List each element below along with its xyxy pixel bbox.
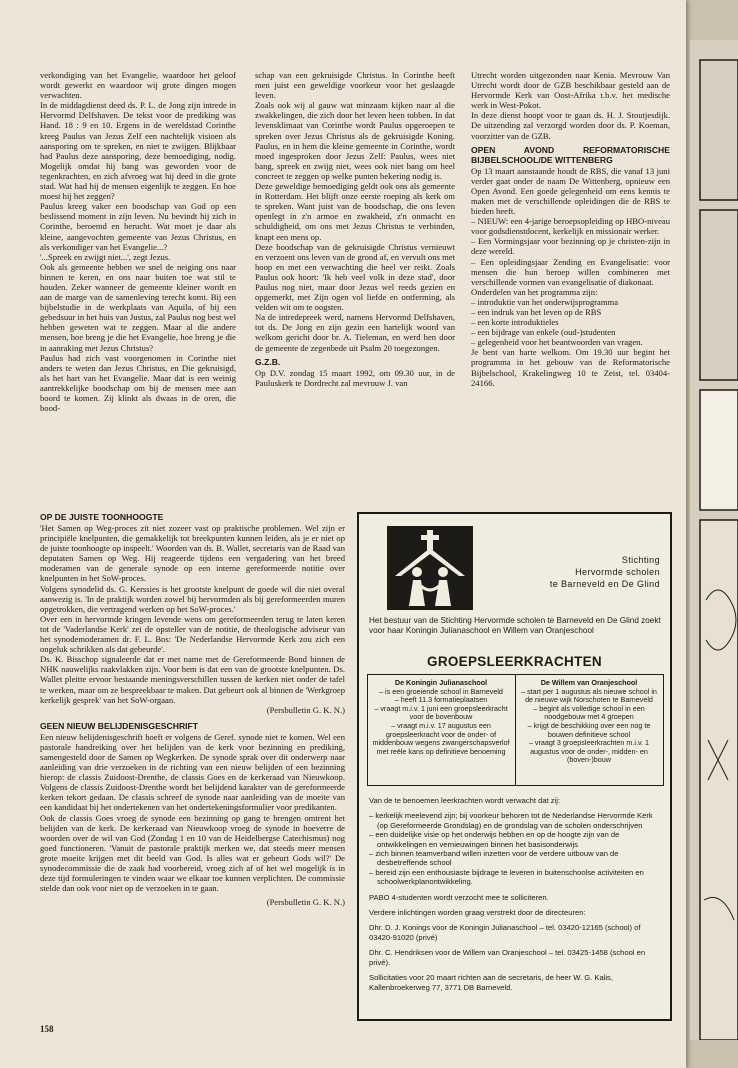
- juliana-line-4: – vraagt m.i.v. 1 juni een groepsleerkracht voor de bovenbouw: [374, 703, 508, 722]
- school-name: [480, 554, 660, 590]
- info-line-1: Verdere inlichtingen worden graag verstrekt door de directeuren:: [369, 908, 586, 918]
- toonhoogte-paragraph-4: Ds. K. Bisschop signaleerde dat er met name met de Gereformeerde Bond binnen de NHK nauwelijks raakvlakken zijn. Voor hem is dat een van de grootste knelpunten. Ds. Wallet pleitte ervoor bestaande meningsverschillen tussen de kerken niet onder de tafel te werken, maar om ze bespreekbaar te maken. Dat gebeurt ook al binnen de 'Werkgroep kerkelijk gesprek' van het SoW-orgaan.: [40, 654, 345, 705]
- info-block: [369, 908, 661, 967]
- pabo-note: PABO 4-studenten wordt verzocht mee te solliciteren.: [369, 892, 549, 902]
- expectation-item-4: – bereid zijn een enthousiaste bijdrage te leveren in buitenschoolse activiteiten en schoolwerkplanontwikkeling.: [369, 867, 644, 887]
- open-avond-paragraph-2: – NIEUW: een 4-jarige beroepsopleiding op HBO-niveau voor godsdienstdocent, kerkelijk en missionair werker.: [471, 216, 670, 237]
- box-divider: [515, 675, 516, 785]
- belijdenis-paragraph-1: Een nieuw belijdenisgeschrift hoeft er volgens de Geref. synode niet te komen. Wel een pastorale handreiking over het belijden van de kerk voor bezinning en prediking, samengesteld door de Samen op Wegkerken. De synode sprak over dit onderwerp naar aanleiding van drie verzoeken in de richting van een nieuw belijden of een bezinning hierop: de classis Zuidoost-Drenthe, de classis Goes en de kerkeraad van Nieuwkoop. Volgens de classis Zuidoost-Drenthe wordt het belijdend karakter van de gereformeerde kerken tekort gedaan. De classis schreef de synode naar aanleiding van de moeite van een kandidaat bij het ondertekenen van het ondertekeningsformulier voor predikanten.: [40, 731, 345, 813]
- oranje-line-5: – vraagt 3 groepsleerkrachten m.i.v. 1 augustus voor de onder-, midden- en (boven-)bouw: [528, 738, 650, 765]
- school-line-2: Hervormde scholen: [575, 567, 660, 577]
- col2-paragraph-3: Deze geweldige bemoediging geldt ook ons als gemeente in Rotterdam. Het blijft onze eerste roeping als kerk om te spreken. Want juist van de boodschap, die ons leven openlegt in z'n armoe en zwakheid, z'n onmacht en schuldigheid, om ons met Jezus Christus te verbinden, knapt een mens op.: [255, 181, 455, 242]
- school-line-1: Stichting: [621, 555, 660, 565]
- open-avond-paragraph-7: – een indruk van het leven op de RBS: [471, 306, 602, 317]
- expect-intro: Van de te benoemen leerkrachten wordt verwacht dat zij:: [369, 796, 561, 805]
- oranjeschool-column: [518, 679, 660, 765]
- juliana-line-1: De Koningin Julianaschool: [394, 678, 488, 687]
- oranje-line-3: – begint als volledige school in een noodgebouw met 4 groepen: [533, 703, 645, 722]
- source-credit-1: (Persbulletin G. K. N.): [266, 704, 345, 715]
- open-avond-paragraph-1: Op 13 maart aanstaande houdt de RBS, die vanaf 13 juni verder gaat onder de naam De Wittenberg, opnieuw een Open Avond. Een goede gelegenheid om eens kennis te maken met de verschillende opleidingen die de RBS te bieden heeft.: [471, 165, 670, 217]
- expectation-item-3: – zich binnen teamverband willen inzetten voor de verdere uitbouw van de desbetreffende school: [369, 849, 619, 868]
- oranje-line-2: – start per 1 augustus als nieuwe school in de nieuwe wijk Norschoten te Barneveld: [521, 686, 657, 705]
- school-comparison-box: [367, 674, 664, 786]
- col3-paragraph-2: In deze dienst hoopt voor te gaan ds. H. J. Stoutjesdijk. De uitzending zal verzorgd worden door ds. P. Koeman, voorzitter van de GZB.: [471, 110, 670, 141]
- oranje-line-1: De Willem van Oranjeschool: [540, 678, 638, 687]
- article-column-2: [255, 70, 455, 495]
- col1-paragraph-5: Ook als gemeente hebben we snel de neiging ons naar binnen te keren, en ons naar buiten toe wat stil te houden. Zeker wanneer de gemeente kleiner wordt en aan de marge van de samenleving terecht komt. Bij een bijbelstudie in de werkplaats van Aquila, of bij een gebedsuur in het huis van Justus, zal Paulus nog best wel hebben geweten wat te zeggen. Maar al die andere mensen, hoe breng je die het Evangelie, hoe breng je die in aanraking met Jezus Christus?: [40, 261, 236, 353]
- church-school-logo-icon: [387, 526, 473, 610]
- open-avond-paragraph-5: Onderdelen van het programma zijn:: [471, 286, 598, 297]
- col3-paragraph-1: Utrecht worden uitgezonden naar Kenia. Mevrouw Van Utrecht wordt door de GZB beschikbaar gesteld aan de Hervormde Kerk van Oost-Afrika t.b.v. het medische werk in West-Pokot.: [471, 70, 670, 111]
- belijdenis-heading: GEEN NIEUW BELIJDENISGESCHRIFT: [40, 720, 199, 731]
- bottom-articles-column: [40, 512, 345, 1022]
- adjacent-page-strip-icon: [690, 40, 738, 1040]
- open-avond-paragraph-9: – een bijdrage van enkele (oud-)studenten: [471, 327, 616, 338]
- ad-intro: Het bestuur van de Stichting Hervormde scholen te Barneveld en De Glind zoekt voor haar Koningin Julianaschool en Willem van Oranjeschool: [369, 616, 661, 635]
- open-avond-paragraph-10: – gelegenheid voor het beantwoorden van vragen.: [471, 337, 643, 348]
- oranje-line-4: – krijgt de beschikking over een nog te bouwen definitieve school: [527, 720, 651, 739]
- juliana-line-5: – vraagt m.i.v. 17 augustus een groepsleerkracht voor de onder- of middenbouw wegens zwangerschapsverlof met reële kans op definitieve benoeming: [372, 720, 510, 756]
- col2-paragraph-4: Deze boodschap van de gekruisigde Christus vernieuwt en verzoent ons leven van de grond af, en vervult ons met hoop en met een verwachting die heel ver reikt. Zoals Paulus ook hoort: 'Ik heb veel volk in deze stad', door Paulus nog niet, maar door Jezus wel reeds gezien en opgemerkt, met Zijn ogen vol liefde en ontferming, als velden wit om te oogsten.: [255, 241, 455, 313]
- open-avond-paragraph-3: – Een Vormingsjaar voor bezinning op je christen-zijn in deze wereld.: [471, 236, 670, 257]
- open-avond-heading: OPEN AVOND REFORMATORISCHE BIJBELSCHOOL/DE WITTENBERG: [471, 144, 670, 165]
- expectation-item-2: – een duidelijke visie op het onderwijs hebben en op de hoogte zijn van de ontwikkelingen en vernieuwingen binnen het basisonderwijs: [369, 830, 620, 849]
- info-line-3: Dhr. C. Hendriksen voor de Willem van Oranjeschool – tel. 03425-1458 (school en privé).: [369, 948, 646, 967]
- juliana-line-2: – is een groeiende school in Barneveld: [379, 686, 503, 696]
- toonhoogte-paragraph-3: Over een in hervormde kringen levende wens om gereformeerden terug te laten keren tot de 'Vaderlandse Kerk' zei de opsteller van de notitie, de theologische adviseur van het synodemoderamen dr. F. L. Bos: 'De Nederlandse Hervormde Kerk zou zich een ongeluk schrikken als dat gebeurde'.: [40, 613, 345, 655]
- job-advertisement: [357, 512, 672, 1021]
- gzb-heading: G.Z.B.: [255, 356, 281, 367]
- juliana-line-3: – heeft 11.3 formatieplaatsen: [394, 695, 488, 705]
- col1-paragraph-6: Paulus had zich vast voorgenomen in Corinthe niet anders te weten dan Jezus Christus, en Die gekruisigd, als het hart van het Evangelie. Maar dat is een weinig aantrekkelijke boodschap om bij de mensen mee aan boord te komen. Zij klinkt als dwaas in de oren, die bood-: [40, 352, 236, 414]
- school-line-3: te Barneveld en De Glind: [549, 579, 660, 589]
- col1-paragraph-3: Paulus kreeg vaker een boodschap van God op een beslissend moment in zijn leven. Nu bevindt hij zich in Corinthe, beroemd en berucht. Wat moet je daar als kleine, aangevochten gemeente van Jezus Christus, en als verkondiger van het Evangelie...?: [40, 201, 236, 252]
- article-column-3: [471, 70, 670, 405]
- gzb-text: Op D.V. zondag 15 maart 1992, om 09.30 uur, in de Pauluskerk te Dordrecht zal mevrouw J. van: [255, 367, 455, 388]
- info-line-2: Dhr. D. J. Konings voor de Koningin Julianaschool – tel. 03420-12165 (school) of 03420-91020 (privé): [369, 923, 641, 942]
- ad-headline: GROEPSLEERKRACHTEN: [427, 654, 602, 669]
- expectations-list: [369, 811, 661, 886]
- julianaschool-column: [370, 679, 512, 756]
- open-avond-paragraph-11: Je bent van harte welkom. Om 19.30 uur begint het programma in het gebouw van de Reformatorische Bijbelschool, Krakelingweg 10 te Zeist, tel. 03404-24166.: [471, 347, 670, 388]
- toonhoogte-paragraph-1: 'Het Samen op Weg-proces zit niet zozeer vast op praktische problemen. Wel zijn er principiële knelpunten, die gemakkelijk tot breekpunten kunnen leiden, als je er niet op de juiste toonhoogte op inspeelt.' Woorden van ds. B. Wallet, secretaris van de Raad van deputaten Samen op Weg. Hij reageerde tijdens een vergadering van het breed moderamen van de generale synode op een interne gereformeerde notitie over knelpunten in het SoW-proces.: [40, 523, 345, 584]
- col1-paragraph-2: In de middagdienst deed ds. P. L. de Jong zijn intrede in Hervormd Delfshaven. De tekst voor de prediking was Hand. 18 : 9 en 10. Ergens in de wereldstad Corinthe kreeg Paulus van Jezus Zelf een nachtelijk visioen als aansporing om te spreken, en niet te zwijgen. Blijkbaar had Paulus deze aansporing, deze bemoediging, nodig. Mogelijk omdat hij bang was geworden voor de tegenkrachten, en zich afvroeg wat hij deed in die grote stad. Wat had hij de mensen eigenlijk te zeggen. En hoe moest hij het zeggen?: [40, 100, 236, 202]
- col2-paragraph-5: Na de intredepreek werd, namens Hervormd Delfshaven, tot ds. De Jong en zijn gezin een hartelijk woord van welkom gericht door br. A. Tieleman, en werd hen door de gemeente de zegenbede uit Psalm 20 toegezongen.: [255, 312, 455, 353]
- col1-paragraph-1: verkondiging van het Evangelie, waardoor het geloof wordt gewerkt en waardoor wij grote dingen mogen verwachten.: [40, 70, 236, 101]
- apply-note: Sollicitaties voor 20 maart richten aan de secretaris, de heer W. G. Kalis, Kallenbroekerweg 77, 3771 DB Barneveld.: [369, 973, 613, 992]
- open-avond-paragraph-6: – introduktie van het onderwijsprogramma: [471, 296, 619, 307]
- page-number: 158: [40, 1024, 54, 1034]
- toonhoogte-heading: OP DE JUISTE TOONHOOGTE: [40, 512, 164, 522]
- open-avond-paragraph-8: – een korte introduktieles: [471, 317, 559, 328]
- open-avond-paragraph-4: – Een opleidingsjaar Zending en Evangelisatie: voor mensen die hun beroep willen combineren met verschillende vormen van evangelisatie of diakonaat.: [471, 256, 670, 287]
- source-credit-2: (Persbulletin G. K. N.): [266, 897, 345, 908]
- expectation-item-1: – kerkelijk meelevend zijn; bij voorkeur behoren tot de Nederlandse Hervormde Kerk (op Gereformeerde Grondslag) en de grondslag van de scholen onderschrijven: [369, 811, 653, 830]
- col1-paragraph-4: '...Spreek en zwijgt niet...', zegt Jezus.: [40, 251, 171, 262]
- col2-paragraph-2: Zoals ook wij al gauw wat minzaam kijken naar al die zwakkelingen, die zich door het leven heen tobben. In dat levensklimaat van Corinthe wordt Paulus opgeroepen te spreken over Jezus Christus als de gekruisigde Koning. Paulus, en in hem die kleine gemeente in Corinthe, wordt moed ingesproken door Jezus Zelf: Paulus, wees niet bang, spreek en zwijg niet, wees ook niet bang om heel concreet te zeggen op welke punten bekering nodig is.: [255, 100, 455, 181]
- col2-paragraph-1: schap van een gekruisigde Christus. In Corinthe heeft men juist een geweldige voorkeur voor het geslaagde leven.: [255, 70, 455, 101]
- ad-body: [369, 796, 661, 998]
- belijdenis-paragraph-2: Ook de classis Goes vroeg de synode een bezinning op gang te brengen omtrent het belijden van de kerk. De kerkeraad van Nieuwkoop vroeg de synode in hoeverre de woorden over de wil van God (Zondag 1 en 10 van de Heidelbergse Catechismus) nog goed functioneren. 'Vanuit de pastorale praktijk merken we, dat steeds meer mensen grote moeite krijgen met dit beeld van God. Is alles wat er gebeurt Gods wil?' De synodecommissie die de zaak had voorbereid, vroeg zich af of het wel mogelijk is in deze tijd formuleringen te vinden waar we elkaar toe kunnen verplichten. De commissie stelde dan ook voor niet op de verzoeken in te gaan.: [40, 812, 345, 894]
- article-column-1: [40, 70, 236, 506]
- toonhoogte-paragraph-2: Volgens synodelid ds. G. Kerssies is het grootste knelpunt de goede wil die niet overal aanwezig is. 'In de praktijk worden zowel bij hervormden als bij gereformeerden muren opgetrokken, die vertragend werken op het SoW-proces.': [40, 583, 345, 614]
